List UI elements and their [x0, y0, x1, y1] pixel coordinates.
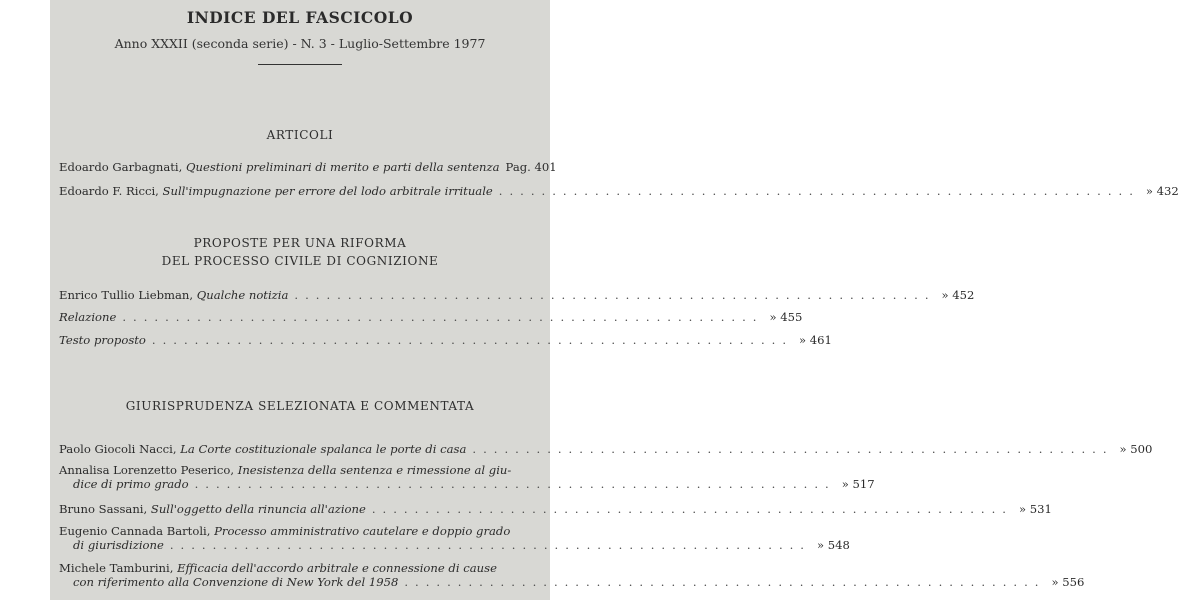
- page-title: INDICE DEL FASCICOLO: [186, 8, 414, 27]
- dot-leader: ............................................................: [122, 310, 764, 324]
- entry-title: La Corte costituzionale spalanca le porte di casa: [180, 442, 467, 456]
- title-divider: [258, 64, 342, 65]
- toc-entry[interactable]: [59, 310, 803, 324]
- toc-entry[interactable]: [59, 184, 1179, 198]
- dot-leader: ............................................................: [472, 442, 1114, 456]
- entry-title: Relazione: [59, 310, 117, 324]
- dot-leader: ............................................................: [194, 477, 836, 491]
- entry-title-continued: con riferimento alla Convenzione di New York del 1958: [73, 575, 399, 589]
- entry-title-continued: dice di primo grado: [73, 477, 189, 491]
- toc-entry[interactable]: [59, 160, 557, 174]
- entry-title: Questioni preliminari di merito e parti della sentenza: [186, 160, 500, 174]
- entry-title: Processo amministrativo cautelare e doppio grado: [214, 524, 511, 538]
- section-heading: GIURISPRUDENZA SELEZIONATA E COMMENTATA: [125, 399, 475, 413]
- page-reference: » 500: [1119, 442, 1153, 456]
- entry-author: Edoardo Garbagnati,: [59, 160, 186, 174]
- page-reference: Pag. 401: [505, 160, 557, 174]
- dot-leader: ............................................................: [294, 288, 936, 302]
- entry-title: Qualche notizia: [196, 288, 289, 302]
- page-reference: » 461: [799, 333, 832, 347]
- dot-leader: ............................................................: [151, 333, 794, 347]
- page-reference: » 517: [841, 477, 875, 491]
- page-reference: » 452: [941, 288, 975, 302]
- document-page: [50, 0, 1179, 600]
- toc-entry[interactable]: [59, 463, 875, 491]
- toc-entry[interactable]: [59, 442, 1153, 456]
- page-reference: » 455: [769, 310, 803, 324]
- entry-title: Sull'oggetto della rinuncia all'azione: [150, 502, 366, 516]
- dot-leader: ............................................................: [169, 538, 811, 552]
- dot-leader: ............................................................: [371, 502, 1013, 516]
- entry-author: Enrico Tullio Liebman,: [59, 288, 197, 302]
- toc-entry[interactable]: [59, 333, 832, 347]
- dot-leader: ............................................................: [404, 575, 1046, 589]
- toc-entry[interactable]: [59, 288, 975, 302]
- page-reference: » 548: [817, 538, 850, 552]
- page-reference: » 556: [1051, 575, 1085, 589]
- page-reference: » 432: [1145, 184, 1179, 198]
- entry-author: Edoardo F. Ricci,: [59, 184, 163, 198]
- issue-subtitle: Anno XXXII (seconda serie) - N. 3 - Luglio-Settembre 1977: [114, 36, 486, 51]
- toc-entry[interactable]: [59, 561, 1085, 589]
- entry-title-continued: di giurisdizione: [73, 538, 164, 552]
- section-heading: DEL PROCESSO CIVILE DI COGNIZIONE: [161, 254, 439, 268]
- toc-entry[interactable]: [59, 524, 850, 552]
- toc-entry[interactable]: [59, 502, 1052, 516]
- entry-author: Eugenio Cannada Bartoli,: [59, 524, 215, 538]
- dot-leader: ............................................................: [498, 184, 1140, 198]
- entry-author: Annalisa Lorenzetto Peserico,: [59, 463, 238, 477]
- entry-title: Testo proposto: [59, 333, 146, 347]
- section-heading: PROPOSTE PER UNA RIFORMA: [193, 236, 407, 250]
- entry-author: Paolo Giocoli Nacci,: [59, 442, 181, 456]
- entry-title: Sull'impugnazione per errore del lodo arbitrale irrituale: [162, 184, 493, 198]
- section-heading: ARTICOLI: [266, 128, 334, 142]
- page-reference: » 531: [1018, 502, 1052, 516]
- entry-title: Efficacia dell'accordo arbitrale e connessione di cause: [177, 561, 497, 575]
- entry-author: Michele Tamburini,: [59, 561, 178, 575]
- entry-title: Inesistenza della sentenza e rimessione al giu-: [237, 463, 512, 477]
- entry-author: Bruno Sassani,: [59, 502, 151, 516]
